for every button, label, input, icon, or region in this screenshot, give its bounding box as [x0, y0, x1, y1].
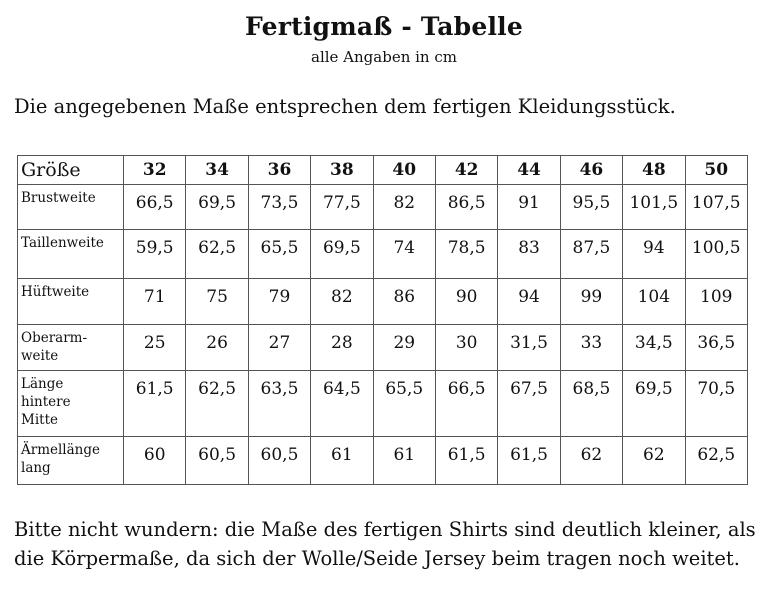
measurement-cell: 86,5 — [435, 185, 497, 230]
size-header-cell: 38 — [311, 156, 373, 185]
measurement-cell: 67,5 — [498, 371, 560, 437]
measurement-cell: 73,5 — [248, 185, 310, 230]
outro-text: Bitte nicht wundern: die Maße des fertigen Shirts sind deutlich kleiner, als die Körpermaße, da sich der Wolle/Seide Jersey beim tragen noch weitet. — [14, 518, 756, 570]
measurement-cell: 27 — [248, 325, 310, 371]
size-header-cell: 46 — [560, 156, 622, 185]
measurement-cell: 100,5 — [685, 230, 747, 279]
measurement-cell: 82 — [311, 279, 373, 325]
measurement-cell: 28 — [311, 325, 373, 371]
measurement-cell: 83 — [498, 230, 560, 279]
row-label: Oberarm- weite — [18, 325, 124, 371]
measurement-cell: 66,5 — [124, 185, 186, 230]
row-label: Taillenweite — [18, 230, 124, 279]
measurement-cell: 99 — [560, 279, 622, 325]
size-header-cell: 34 — [186, 156, 248, 185]
measurement-cell: 66,5 — [435, 371, 497, 437]
row-label: Hüftweite — [18, 279, 124, 325]
table-row — [18, 437, 748, 485]
measurement-cell: 59,5 — [124, 230, 186, 279]
table-row — [18, 325, 748, 371]
measurement-cell: 29 — [373, 325, 435, 371]
page-subtitle: alle Angaben in cm — [311, 48, 457, 66]
size-header-cell: 40 — [373, 156, 435, 185]
measurement-cell: 36,5 — [685, 325, 747, 371]
measurement-cell: 61,5 — [124, 371, 186, 437]
measurement-cell: 69,5 — [311, 230, 373, 279]
size-header-cell: 50 — [685, 156, 747, 185]
measurement-cell: 69,5 — [623, 371, 685, 437]
measurement-cell: 31,5 — [498, 325, 560, 371]
measurement-cell: 78,5 — [435, 230, 497, 279]
measurement-cell: 107,5 — [685, 185, 747, 230]
measurement-cell: 25 — [124, 325, 186, 371]
measurement-cell: 60 — [124, 437, 186, 485]
measurement-cell: 64,5 — [311, 371, 373, 437]
measurement-cell: 82 — [373, 185, 435, 230]
row-label: Länge hintere Mitte — [18, 371, 124, 437]
row-label: Ärmellänge lang — [18, 437, 124, 485]
table-row — [18, 279, 748, 325]
measurement-cell: 95,5 — [560, 185, 622, 230]
size-header-label: Größe — [18, 156, 124, 185]
measurement-cell: 94 — [498, 279, 560, 325]
row-label: Brustweite — [18, 185, 124, 230]
measurement-cell: 101,5 — [623, 185, 685, 230]
measurement-cell: 79 — [248, 279, 310, 325]
measurement-cell: 62,5 — [685, 437, 747, 485]
page-title: Fertigmaß - Tabelle — [245, 12, 523, 41]
measurement-cell: 61,5 — [435, 437, 497, 485]
measurement-cell: 104 — [623, 279, 685, 325]
measurement-cell: 77,5 — [311, 185, 373, 230]
size-header-cell: 32 — [124, 156, 186, 185]
measurement-cell: 94 — [623, 230, 685, 279]
measurement-cell: 70,5 — [685, 371, 747, 437]
size-header-cell: 42 — [435, 156, 497, 185]
size-header-cell: 48 — [623, 156, 685, 185]
measurement-cell: 62 — [560, 437, 622, 485]
measurement-cell: 61 — [311, 437, 373, 485]
measurement-cell: 61,5 — [498, 437, 560, 485]
size-header-cell: 44 — [498, 156, 560, 185]
measurement-cell: 69,5 — [186, 185, 248, 230]
measurement-cell: 90 — [435, 279, 497, 325]
measurement-cell: 33 — [560, 325, 622, 371]
measurement-cell: 60,5 — [186, 437, 248, 485]
table-row — [18, 185, 748, 230]
measurement-cell: 60,5 — [248, 437, 310, 485]
measurement-cell: 75 — [186, 279, 248, 325]
measurement-cell: 68,5 — [560, 371, 622, 437]
measurement-cell: 74 — [373, 230, 435, 279]
measurement-cell: 65,5 — [248, 230, 310, 279]
table-header-row — [18, 156, 748, 185]
measurement-cell: 86 — [373, 279, 435, 325]
size-header-cell: 36 — [248, 156, 310, 185]
measurement-cell: 65,5 — [373, 371, 435, 437]
measurement-cell: 109 — [685, 279, 747, 325]
measurement-cell: 71 — [124, 279, 186, 325]
measurement-cell: 87,5 — [560, 230, 622, 279]
measurement-cell: 62,5 — [186, 371, 248, 437]
measurement-cell: 34,5 — [623, 325, 685, 371]
measurement-cell: 61 — [373, 437, 435, 485]
measurement-cell: 62,5 — [186, 230, 248, 279]
table-row — [18, 371, 748, 437]
measurement-cell: 91 — [498, 185, 560, 230]
measurement-cell: 63,5 — [248, 371, 310, 437]
measurement-cell: 26 — [186, 325, 248, 371]
table-row — [18, 230, 748, 279]
intro-text: Die angegebenen Maße entsprechen dem fertigen Kleidungsstück. — [14, 95, 676, 118]
measurement-cell: 62 — [623, 437, 685, 485]
size-table — [17, 155, 748, 485]
measurement-cell: 30 — [435, 325, 497, 371]
